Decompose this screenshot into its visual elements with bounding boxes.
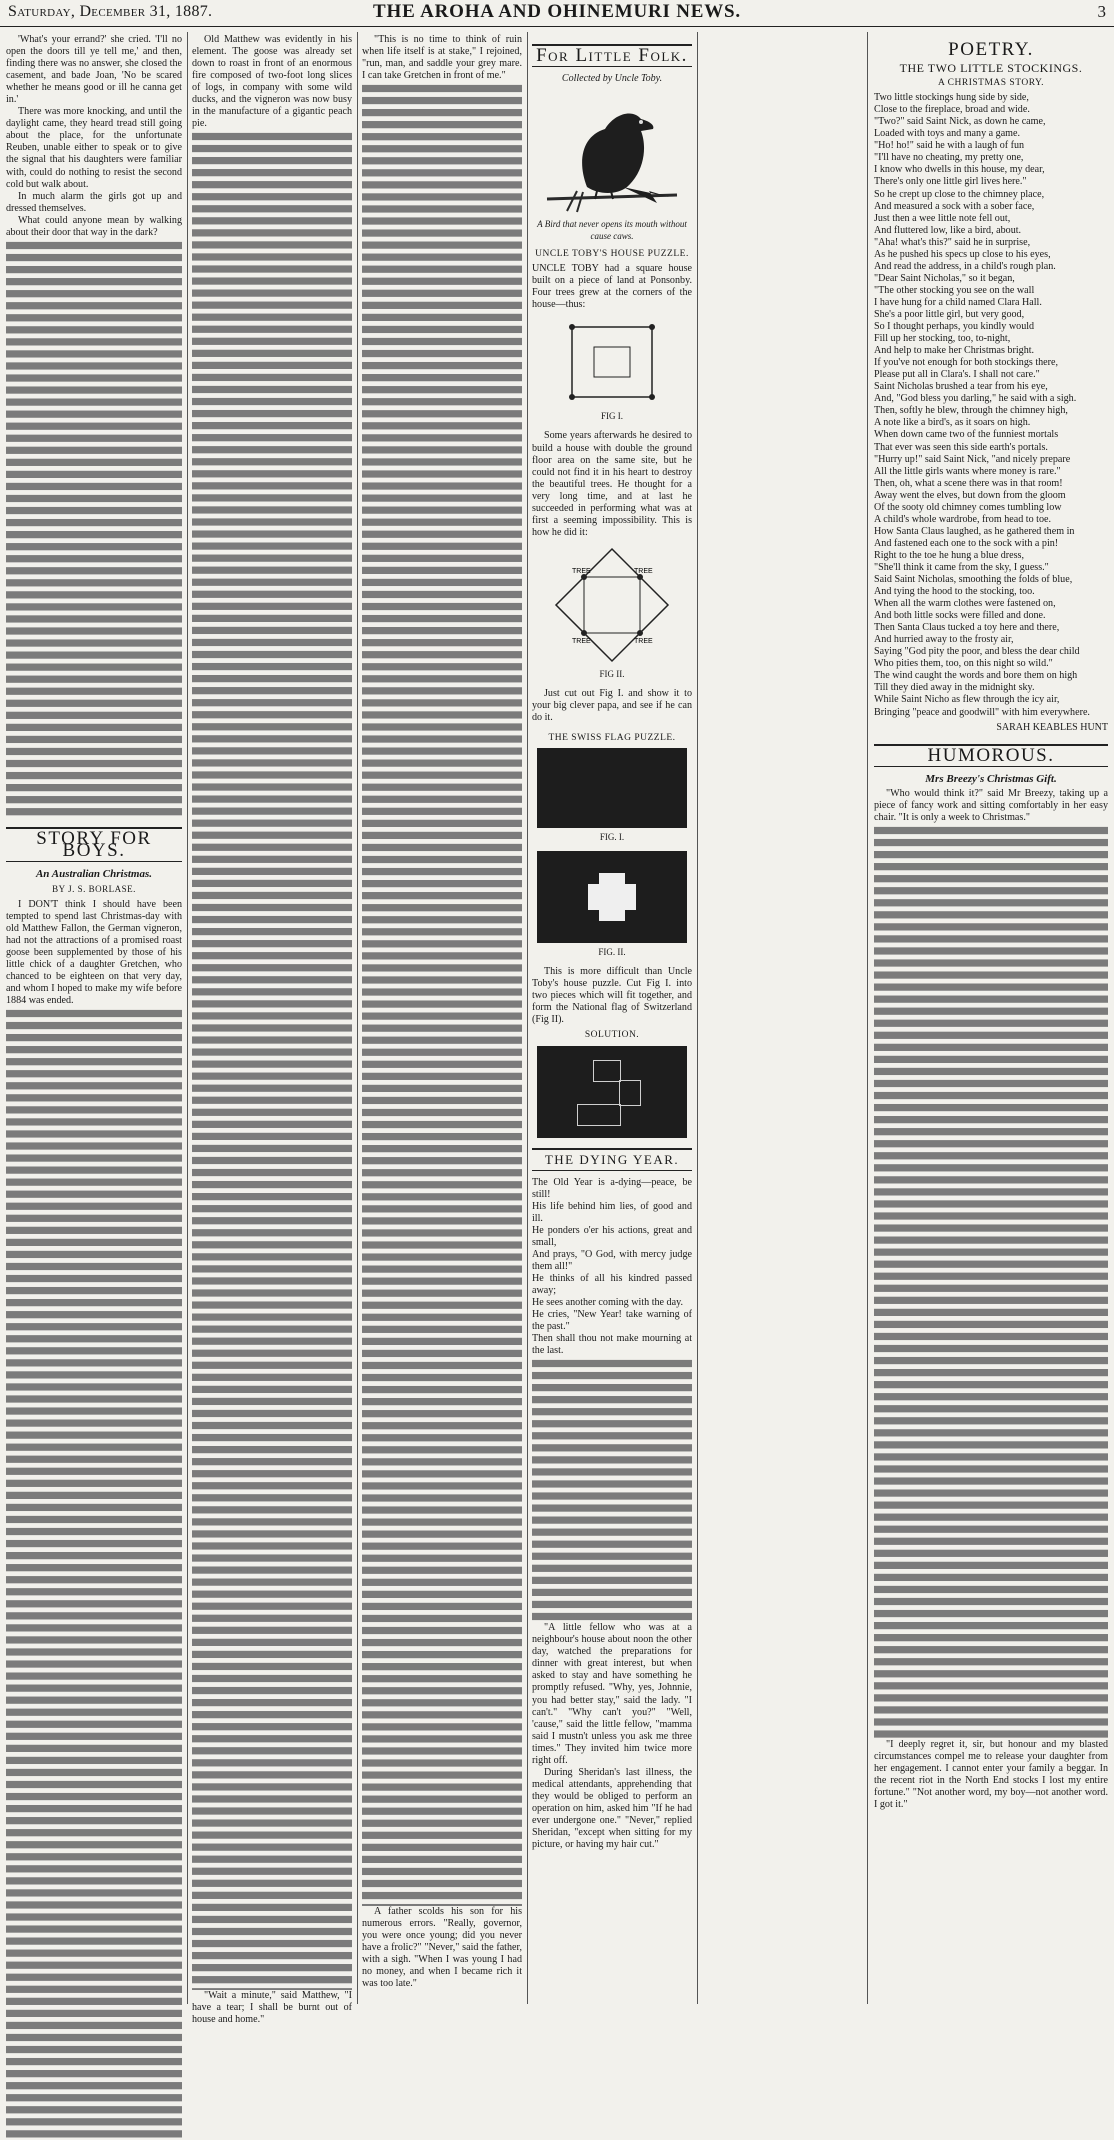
poem-line: Two little stockings hung side by side, (874, 92, 1029, 104)
poem-signature: SARAH KEABLES HUNT (996, 721, 1108, 733)
poem-line: "Aha! what's this?" said he in surprise, (874, 236, 1031, 248)
raven-illustration (537, 91, 687, 216)
poem-line: As he pushed his specs up close to his eyes, (874, 248, 1051, 260)
poem-line: Then shall thou not make mourning at the last. (532, 1333, 692, 1357)
poem-line: And both little socks were filled and done. (874, 610, 1046, 622)
paragraph: A father scolds his son for his numerous errors. "Really, governor, you were once young; did you never have a frolic?" "Never," said the father, with a sigh. "When I was young I had no money, and when I became rich it was too late." (362, 1906, 522, 1990)
tree-label: TREE (634, 637, 653, 645)
poem-line: Then Santa Claus tucked a toy here and there, (874, 622, 1060, 634)
poem-line: When down came two of the funniest mortals (874, 429, 1059, 441)
fig-2-diagram (552, 545, 672, 665)
story-subtitle: An Australian Christmas. (35, 867, 153, 880)
issue-date: Saturday, December 31, 1887. (8, 3, 213, 20)
poem-line: Who pities them, too, on this night so wild." (874, 658, 1053, 670)
poem-line: When all the warm clothes were fastened on, (874, 598, 1056, 610)
poem-line: His life behind him lies, of good and ill. (532, 1200, 692, 1224)
gift-title: Mrs Breezy's Christmas Gift. (925, 772, 1057, 785)
poem-line: "Hurry up!" said Saint Nick, "and nicely prepare (874, 453, 1071, 465)
poem-line: Just then a wee little note fell out, (874, 212, 1011, 224)
poem-line: Bringing "peace and goodwill" with him everywhere. (874, 706, 1090, 718)
swiss-heading: THE SWISS FLAG PUZZLE. (548, 733, 676, 744)
section-subtitle: Collected by Uncle Toby. (561, 73, 663, 85)
section-title-little-folk: For Little Folk. (532, 44, 692, 67)
poem-line: The Old Year is a-dying—peace, be still! (532, 1176, 692, 1200)
tree-label: TREE (634, 567, 653, 575)
poem-line: I know who dwells in this house, my dear, (874, 164, 1045, 176)
poem-text-block (532, 1357, 692, 1622)
poem-line: Said Saint Nicholas, smoothing the folds of blue, (874, 574, 1073, 586)
poem-line: "The other stocking you see on the wall (874, 284, 1035, 296)
poem-line: "She'll think it came from the sky, I guess." (874, 561, 1049, 573)
poem-line: Right to the toe he hung a blue dress, (874, 549, 1024, 561)
poem-line: And, "God bless you darling," he said with a sigh. (874, 393, 1077, 405)
column-rule (867, 32, 868, 2004)
section-title-humorous: HUMOROUS. (874, 744, 1108, 767)
column-4 (532, 34, 692, 2004)
poem-line: He cries, "New Year! take warning of the past." (532, 1309, 692, 1333)
newspaper-title: THE AROHA AND OHINEMURI NEWS. (373, 1, 741, 22)
poem-lines (874, 92, 1108, 718)
fig-1-label: FIG I. (601, 411, 623, 422)
poem-line: How Santa Claus laughed, as he gathered them in (874, 525, 1075, 537)
poem-line: And prays, "O God, with mercy judge them all!" (532, 1248, 692, 1272)
poem-line: Then, softly he blew, through the chimney high, (874, 405, 1068, 417)
column-1 (6, 34, 182, 2004)
poem-line: He sees another coming with the day. (532, 1297, 683, 1309)
swiss-text: This is more difficult than Uncle Toby's house puzzle. Cut Fig I. into two pieces which will fit together, and form the National flag of Switzerland (Fig II). (532, 966, 692, 1026)
puzzle-heading: UNCLE TOBY'S HOUSE PUZZLE. (535, 249, 689, 260)
poem-line: And measured a sock with a sober face, (874, 200, 1035, 212)
column-5 (874, 34, 1108, 2004)
poem-line: Loaded with toys and many a game. (874, 128, 1021, 140)
poem-line: Saint Nicholas brushed a tear from his eye, (874, 381, 1048, 393)
poem-line: I have hung for a child named Clara Hall. (874, 296, 1042, 308)
poem-line: Then, oh, what a scene there was in that room! (874, 477, 1063, 489)
story-opening: I DON'T think I should have been tempted to spend last Christmas-day with old Matthew Fallon, the German vigneron, had not the attractions of a promised roast goose been supplemented by those of his little chick of a daughter Gretchen, who chanced to be eighteen on that very day, and whom I hoped to make my wife before 1884 was ended. (6, 898, 182, 1007)
poem-title: THE TWO LITTLE STOCKINGS. (899, 61, 1083, 76)
poem-line: He thinks of all his kindred passed away; (532, 1272, 692, 1296)
dying-year-title: THE DYING YEAR. (532, 1148, 692, 1171)
poem-line: Close to the fireplace, broad and wide. (874, 104, 1030, 116)
poem-line: "I'll have no cheating, my pretty one, (874, 152, 1024, 164)
solution-heading: SOLUTION. (584, 1030, 640, 1041)
poem-line: If you've not enough for both stockings there, (874, 357, 1059, 369)
poem-line: A note like a bird's, as it soars on high. (874, 417, 1031, 429)
poem-line: So I thought perhaps, you kindly would (874, 321, 1035, 333)
article-text-block (192, 130, 352, 1990)
story-byline: BY J. S. BORLASE. (52, 883, 136, 894)
tree-label: TREE (572, 567, 591, 575)
poem-line: Fill up her stocking, too, to-night, (874, 333, 1011, 345)
column-rule (357, 32, 358, 2004)
poem-line: Away went the elves, but down from the gloom (874, 489, 1066, 501)
poem-line: Of the sooty old chimney comes tumbling low (874, 501, 1062, 513)
poem-line: "Dear Saint Nicholas," so it began, (874, 272, 1015, 284)
page-number: 3 (1097, 2, 1106, 21)
anecdote: "A little fellow who was at a neighbour's house about noon the other day, watched the preparations for dinner with great interest, but when asked to stay and have something he promptly refused. "Why, yes, Johnnie, you had better stay," said the lady. "I can't." "Why can't you?" "Well, 'cause," said the little fellow, "mamma said I mustn't unless you ask me three times." They invited him twice more right off. (532, 1622, 692, 1766)
paragraph: "Who would think it?" said Mr Breezy, taking up a piece of fancy work and sitting comfortably in her easy chair. "It is only a week to Christmas." (874, 787, 1108, 823)
paragraph: Old Matthew was evidently in his element. The goose was already set down to roast in front of an enormous fire composed of two-foot long slices of logs, in company with some wild ducks, and the vigneron was now busy in the manufacture of a gigantic peach pie. (192, 34, 352, 130)
poem-line: Till they died away in the midnight sky. (874, 682, 1035, 694)
column-3 (362, 34, 522, 2004)
raven-caption: A Bird that never opens its mouth without cause caws. (537, 219, 687, 242)
article-text-block (362, 82, 522, 1906)
poem-line: Saying "God pity the poor, and bless the dear child (874, 646, 1080, 658)
swiss-fig-1-image (537, 748, 687, 828)
column-rule (527, 32, 528, 2004)
paragraph: "Wait a minute," said Matthew, "I have a tear; I shall be burnt out of house and home." (192, 1990, 352, 2026)
puzzle-body: Some years afterwards he desired to build a house with double the ground floor area on the same site, but he could not find it in his heart to destroy the beautiful trees. He thought for a very long time, and at last he succeeded in performing what was at first a seeming impossibility. This is how he did it: (532, 430, 692, 538)
column-rule (697, 32, 698, 2004)
column-2 (192, 34, 352, 2026)
poem-line: So he crept up close to the chimney place, (874, 188, 1045, 200)
anecdote: During Sheridan's last illness, the medical attendants, apprehending that they would be obliged to perform an operation on him, asked him "If he had ever undergone one." "Never," replied Sheridan, "except when sitting for my picture, or having my hair cut." (532, 1766, 692, 1851)
fig-1-diagram (552, 317, 672, 407)
swiss-fig-2-label: FIG. II. (598, 947, 626, 958)
poem-line: And fastened each one to the sock with a pin! (874, 537, 1059, 549)
poem-line: All the little girls wants where money is rare." (874, 465, 1061, 477)
poem-line: That ever was seen this side earth's portals. (874, 441, 1048, 453)
column-rule (187, 32, 188, 2004)
article-text-block (6, 239, 182, 817)
section-title-story: STORY FOR BOYS. (6, 827, 182, 862)
poem-subtitle: A CHRISTMAS STORY. (937, 78, 1045, 89)
article-text-block (874, 824, 1108, 1739)
poem-line: A child's whole wardrobe, from head to toe. (874, 513, 1052, 525)
puzzle-intro: UNCLE TOBY had a square house built on a piece of land at Ponsonby. Four trees grew at the corners of the house—thus: (532, 263, 692, 311)
swiss-flag-image (537, 851, 687, 943)
masthead (0, 0, 1114, 27)
poem-line: The wind caught the words and bore them on high (874, 670, 1078, 682)
poem-line: And hurried away to the frosty air, (874, 634, 1014, 646)
poem-line: And help to make her Christmas bright. (874, 345, 1035, 357)
poem-line: Please put all in Clara's. I shall not care." (874, 369, 1040, 381)
swiss-fig-1-label: FIG. I. (599, 832, 625, 843)
poem-line: And fluttered low, like a bird, about. (874, 224, 1022, 236)
poem-line: "Two?" said Saint Nick, as down he came, (874, 116, 1046, 128)
paragraph: There was more knocking, and until the daylight came, they heard tread still going about the place, for the unfortunate Reuben, unable either to speak or to give the signal that his daughters were familiar with, could do nothing to resist the second cold but walk about. (6, 106, 182, 190)
paragraph: "I deeply regret it, sir, but honour and my blasted circumstances compel me to release your daughter from her engagement. I cannot enter your family a beggar. In the recent riot in the North End stocks I lost my entire fortune." "Not another word, my boy—not another word. I got it." (874, 1738, 1108, 1811)
fig-2-label: FIG II. (599, 668, 625, 679)
poem-line: While Saint Nicho as flew through the icy air, (874, 694, 1060, 706)
poem-line: There's only one little girl lives here." (874, 176, 1027, 188)
poem-line: And read the address, in a child's rough plan. (874, 260, 1056, 272)
poem-line: He ponders o'er his actions, great and small, (532, 1224, 692, 1248)
paragraph: What could anyone mean by walking about their door that way in the dark? (6, 214, 182, 238)
section-title-poetry: POETRY. (948, 39, 1034, 60)
poem-line: She's a poor little girl, but very good, (874, 308, 1025, 320)
solution-image (537, 1046, 687, 1138)
puzzle-end: Just cut out Fig I. and show it to your big clever papa, and see if he can do it. (532, 687, 692, 724)
tree-label: TREE (572, 637, 591, 645)
poem-line: "Ho! ho!" said he with a laugh of fun (874, 140, 1025, 152)
paragraph: 'What's your errand?' she cried. 'I'll no open the doors till ye tell me,' and then, finding there was no answer, she closed the casement, and bade Joan, 'No be scared whether he means good or ill he canna get in.' (6, 34, 182, 106)
article-text-block (6, 1007, 182, 2140)
poem-line: And tying the hood to the stocking, too. (874, 586, 1035, 598)
paragraph: "This is no time to think of ruin when life itself is at stake," I rejoined, "run, man, and saddle your grey mare. I can take Gretchen in front of me." (362, 34, 522, 82)
paragraph: In much alarm the girls got up and dressed themselves. (6, 190, 182, 214)
